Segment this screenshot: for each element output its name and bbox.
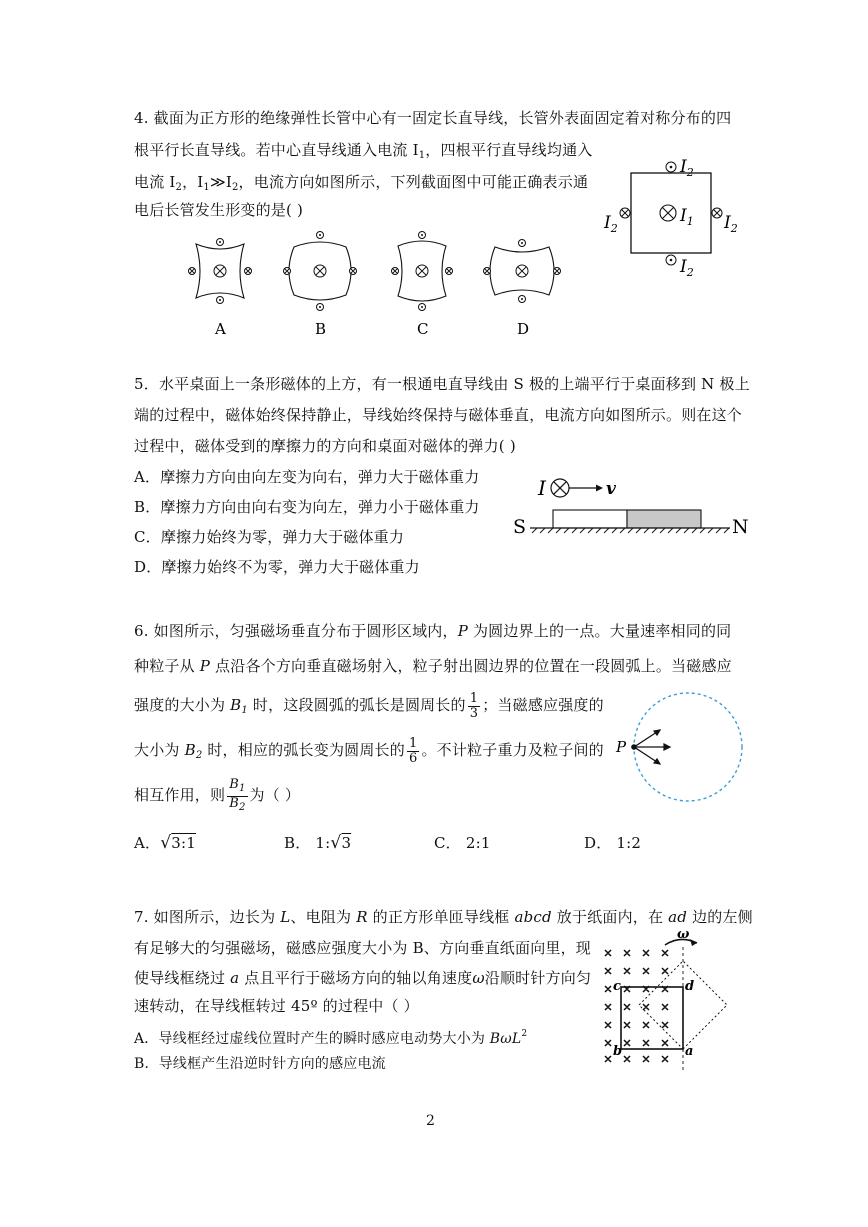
q5-line-3: 过程中，磁体受到的摩擦力的方向和桌面对磁体的弹力( ) <box>134 437 516 455</box>
dot-current-icon <box>666 255 676 265</box>
page-number: 2 <box>426 1113 435 1129</box>
q4-line-2-text: 根平行长直导线。若中心直导线通入电流 I <box>134 141 419 159</box>
q6-l5-a: 相互作用，则 <box>134 786 226 804</box>
arrow-head-icon <box>690 939 697 946</box>
q4-line-3-tail: ，电流方向如图所示，下列截面图中可能正确表示通 <box>238 173 589 191</box>
q6-l2-a: 种粒子从 <box>134 657 200 675</box>
q5-line-2: 端的过程中，磁体始终保持静止，导线始终保持与磁体垂直，电流方向如图所示。则在这个 <box>134 406 743 424</box>
q4-line-4: 电后长管发生形变的是( ) <box>134 201 304 219</box>
option-c-shape <box>392 232 453 311</box>
q6-l4-d: 。不计粒子重力及粒子间的 <box>421 741 604 759</box>
option-d-shape <box>484 240 561 303</box>
q4-line-3-text: 电流 I <box>134 173 176 191</box>
label-d: d <box>685 979 695 994</box>
q5-option-c: C．摩擦力始终为零，弹力大于磁体重力 <box>134 528 405 546</box>
label-v: v <box>606 479 616 499</box>
q6-l4-a: 大小为 <box>134 741 185 759</box>
q4-square-figure <box>596 150 746 280</box>
q6-l1-c: 为圆边界上的一点。大量速率相同的同 <box>467 622 732 640</box>
q6-l1-a: 6. 如图所示，匀强磁场垂直分布于圆形区域内， <box>134 622 458 640</box>
q4-line-3-mid: ，I <box>182 173 204 191</box>
q7-option-a: A．导线框经过虚线位置时产生的瞬时感应电动势大小为 BωL$^2$ <box>134 1029 528 1047</box>
q4-line-3-mid2: ≫I <box>209 173 232 191</box>
label-I2-left: $I_2$ <box>604 213 618 235</box>
q6-line-2 <box>134 656 732 676</box>
q7-line-1: 7. 如图所示，边长为 L、电阻为 R 的正方形单匝导线框 abcd 放于纸面内，在 ad 边的左侧 <box>134 908 753 926</box>
fraction-1-6: $\frac{1}{6}$ <box>408 735 418 766</box>
center-cross-current-icon <box>660 205 676 221</box>
q7-line-2: 有足够大的匀强磁场，磁感应强度大小为 B、方向垂直纸面向里，现 <box>134 939 591 957</box>
arrow-head-icon <box>596 485 603 492</box>
label-I1: $I_1$ <box>680 206 694 228</box>
label-b: b <box>613 1044 623 1059</box>
table-hatch <box>532 528 729 533</box>
q6-l3-sub: 1 <box>241 705 248 716</box>
label-s-pole: S <box>513 516 527 538</box>
option-b-label: B <box>315 320 327 338</box>
fraction-b1-b2: $\frac{B_1}{B_2}$ <box>229 776 246 813</box>
option-a-shape <box>189 239 252 304</box>
q6-l5-b: 为（ ） <box>249 786 301 804</box>
q6-line-5 <box>134 773 300 817</box>
fraction-1-3: $\frac{1}{3}$ <box>469 690 479 721</box>
q6-line-3 <box>134 683 604 733</box>
q6-option-c: C． 2:1 <box>434 834 491 852</box>
label-c: c <box>613 979 621 994</box>
label-I2-bottom: $I_2$ <box>680 257 694 279</box>
label-a: a <box>685 1044 694 1059</box>
q4-sub-1: 1 <box>418 150 426 161</box>
dot-current-icon <box>666 162 676 172</box>
label-omega: ω <box>677 927 690 942</box>
q7-line-3: 使导线框绕过 a 点且平行于磁场方向的轴以角速度ω沿顺时针方向匀 <box>134 969 592 987</box>
q6-l2-c: 点沿各个方向垂直磁场射入，粒子射出圆边界的位置在一段圆弧上。当磁感应 <box>210 657 732 675</box>
magnet-s-half <box>553 510 627 528</box>
q5-option-d: D．摩擦力始终不为零，弹力大于磁体重力 <box>134 558 420 576</box>
q4-sub-2b: 2 <box>231 182 239 193</box>
q4-options-figure <box>180 228 600 343</box>
option-c-label: C <box>417 320 429 338</box>
cross-current-icon <box>712 208 722 218</box>
q4-sub-2a: 2 <box>175 182 183 193</box>
q6-line-4 <box>134 728 604 778</box>
q6-l4-b: B <box>184 741 196 759</box>
q6-l3-a: 强度的大小为 <box>134 696 231 714</box>
q6-l4-c: 时，相应的弧长变为圆周长的 <box>202 741 405 759</box>
option-b-shape <box>284 232 357 311</box>
q6-l3-c: 时，这段圆弧的弧长是圆周长的 <box>247 696 466 714</box>
cross-current-icon <box>551 479 569 497</box>
q6-option-d: D． 1:2 <box>584 834 642 852</box>
magnet-n-half <box>627 510 701 528</box>
q6-l1-p: P <box>457 622 468 640</box>
q7-frame-figure <box>595 925 735 1075</box>
q5-magnet-figure <box>508 470 753 545</box>
q7-line-4: 速转动，在导线框转过 45º 的过程中（ ） <box>134 997 419 1015</box>
q4-line-3 <box>134 172 588 198</box>
cross-current-icon <box>620 208 630 218</box>
q5-line-1: 5．水平桌面上一条形磁体的上方，有一根通电直导线由 S 极的上端平行于桌面移到 N 极上 <box>134 375 750 393</box>
label-current-I: I <box>538 476 546 500</box>
label-I2-top: $I_2$ <box>680 157 694 179</box>
q6-line-1 <box>134 621 731 641</box>
label-I2-right: $I_2$ <box>724 213 738 235</box>
q6-l2-p: P <box>199 657 211 675</box>
q4-sub-1b: 1 <box>203 182 210 193</box>
q7-option-b: B．导线框产生沿逆时针方向的感应电流 <box>134 1056 386 1072</box>
q6-circle-figure <box>610 685 750 810</box>
option-a-label: A <box>215 320 226 338</box>
q6-option-a: A．√3:1 <box>134 833 197 853</box>
q4-line-2 <box>134 140 592 166</box>
q6-l4-sub: 2 <box>195 750 203 761</box>
label-n-pole: N <box>732 516 749 538</box>
option-d-label: D <box>517 320 530 338</box>
q4-line-2-tail: ，四根平行直导线均通入 <box>425 141 593 159</box>
q6-option-b: B． 1:√3 <box>284 833 352 853</box>
q6-l3-d: ；当磁感应强度的 <box>482 696 604 714</box>
q5-option-a: A．摩擦力方向由向左变为向右，弹力大于磁体重力 <box>134 468 480 486</box>
velocity-arrows <box>634 730 670 764</box>
q5-option-b: B．摩擦力方向由向右变为向左，弹力小于磁体重力 <box>134 498 480 516</box>
q4-line-1: 4. 截面为正方形的绝缘弹性长管中心有一固定长直导线，长管外表面固定着对称分布的四 <box>134 109 732 127</box>
q6-l3-b: B <box>230 696 242 714</box>
label-p: P <box>616 738 627 756</box>
